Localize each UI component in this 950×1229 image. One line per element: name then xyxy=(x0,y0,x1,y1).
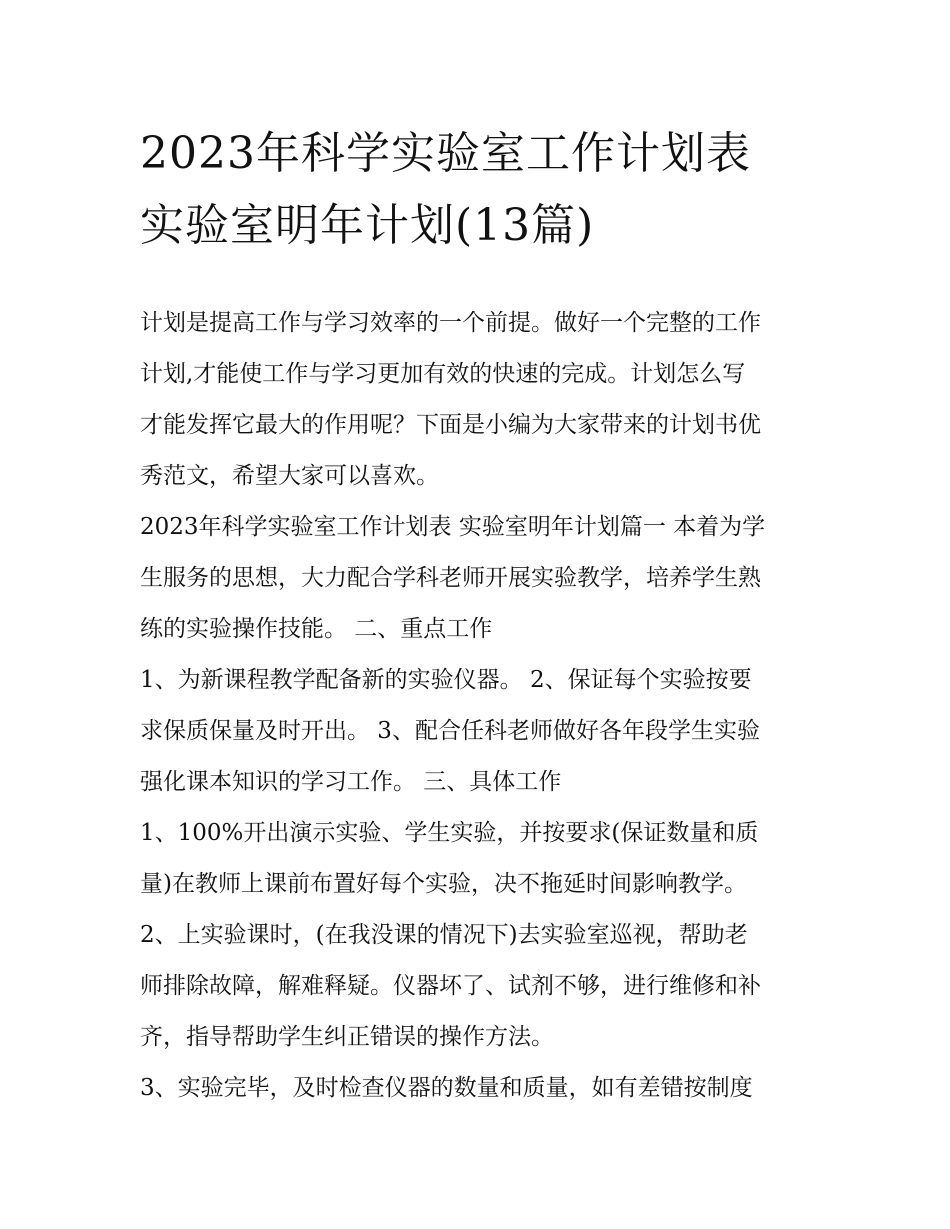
text-line: 2023年科学实验室工作计划表 实验室明年计划篇一 本着为学 xyxy=(140,514,766,540)
text-line: 生服务的思想，大力配合学科老师开展实验教学，培养学生熟 xyxy=(140,565,761,591)
text-line: 强化课本知识的学习工作。 三、具体工作 xyxy=(140,769,562,795)
text-line: 秀范文，希望大家可以喜欢。 xyxy=(140,463,439,489)
text-line: 齐，指导帮助学生纠正错误的操作方法。 xyxy=(140,1024,554,1050)
text-line: 求保质保量及时开出。 3、配合任科老师做好各年段学生实验 xyxy=(140,718,760,744)
paragraph-intro xyxy=(140,298,820,502)
paragraph-item-3 xyxy=(140,1063,820,1114)
text-line: 计划是提高工作与学习效率的一个前提。做好一个完整的工作 xyxy=(140,310,761,336)
text-line: 师排除故障，解难释疑。仪器坏了、试剂不够，进行维修和补 xyxy=(140,973,761,999)
title-line-2: 实验室明年计划(13篇) xyxy=(140,200,595,251)
paragraph-item-1 xyxy=(140,808,820,910)
text-line: 量)在教师上课前布置好每个实验，决不拖延时间影响教学。 xyxy=(140,871,747,897)
text-line: 1、为新课程教学配备新的实验仪器。 2、保证每个实验按要 xyxy=(140,667,752,693)
document-body xyxy=(140,298,820,1114)
text-line: 计划,才能使工作与学习更加有效的快速的完成。计划怎么写 xyxy=(140,361,746,387)
paragraph-key-work xyxy=(140,655,820,808)
text-line: 3、实验完毕，及时检查仪器的数量和质量，如有差错按制度 xyxy=(140,1075,753,1101)
text-line: 2、上实验课时，(在我没课的情况下)去实验室巡视，帮助老 xyxy=(140,922,748,948)
text-line: 1、100%开出演示实验、学生实验，并按要求(保证数量和质 xyxy=(140,820,759,846)
paragraph-plan-one xyxy=(140,502,820,655)
text-line: 练的实验操作技能。 二、重点工作 xyxy=(140,616,493,642)
text-line: 才能发挥它最大的作用呢？下面是小编为大家带来的计划书优 xyxy=(140,412,761,438)
paragraph-item-2 xyxy=(140,910,820,1063)
document-title xyxy=(140,118,820,262)
title-line-1: 2023年科学实验室工作计划表 xyxy=(140,128,751,179)
